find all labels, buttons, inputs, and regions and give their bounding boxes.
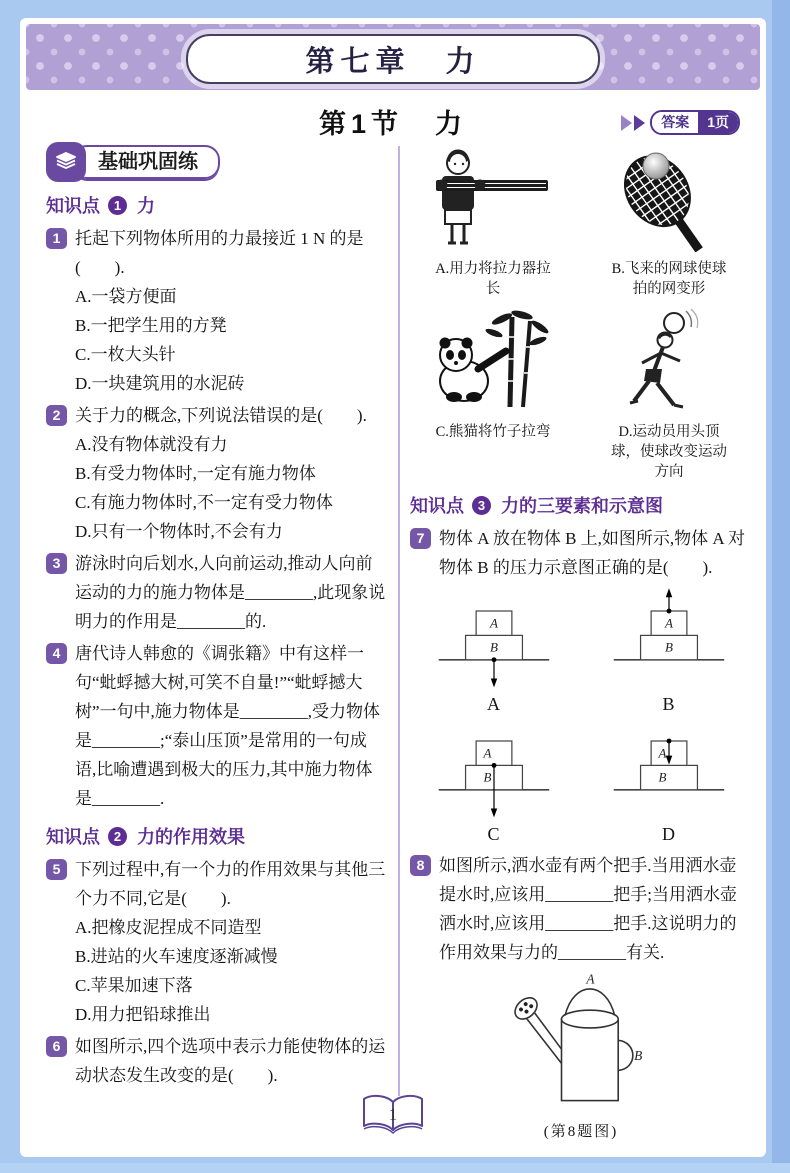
kp-prefix: 知识点 xyxy=(46,827,100,847)
option-a: A.没有物体就没有力 xyxy=(75,435,228,454)
question-text: 物体 A 放在物体 B 上,如图所示,物体 A 对物体 B 的压力示意图正确的是( ). xyxy=(439,529,746,577)
outer-frame-right xyxy=(772,0,790,1173)
option-d: D.一块建筑用的水泥砖 xyxy=(75,374,245,393)
block-label: A xyxy=(483,745,491,761)
header-player-figure xyxy=(594,307,744,415)
option-c: C.有施力物体时,不一定有受力物体 xyxy=(75,493,333,512)
block-label: A xyxy=(489,615,498,631)
kp-title: 力的作用效果 xyxy=(137,827,245,847)
block-label: B xyxy=(483,769,491,785)
figure-caption: D.运动员用头顶球，使球改变运动方向 xyxy=(611,424,727,480)
question-number-badge: 4 xyxy=(46,643,67,664)
chapter-banner xyxy=(26,24,760,90)
practice-badge-label: 基础巩固练 xyxy=(72,145,220,179)
block-label: A xyxy=(658,745,666,761)
question-7 xyxy=(410,524,752,582)
question-number-badge: 1 xyxy=(46,228,67,249)
diagram-option-label: D xyxy=(662,824,675,844)
q7-diagram-b xyxy=(585,585,752,715)
question-1 xyxy=(46,224,386,398)
knowledge-point-1 xyxy=(46,192,386,218)
question-text: 关于力的概念,下列说法错误的是( ). xyxy=(75,406,367,425)
diagram-option-label: C xyxy=(487,824,500,844)
question-number-badge: 6 xyxy=(46,1036,67,1057)
open-book-icon xyxy=(357,1092,429,1138)
outer-frame-bottom xyxy=(0,1163,790,1173)
diagram-option-label: A xyxy=(487,694,500,714)
chapter-title-box xyxy=(186,34,600,84)
question-number-badge: 7 xyxy=(410,528,431,549)
chevron-right-icon xyxy=(621,115,632,131)
q7-diagram-a xyxy=(410,585,577,715)
q8-figure xyxy=(410,973,752,1141)
block-label: A xyxy=(664,615,673,631)
option-b: B.一把学生用的方凳 xyxy=(75,316,227,335)
kp-number-badge: 1 xyxy=(108,196,127,215)
option-c: C.一枚大头针 xyxy=(75,345,176,364)
option-b: B.进站的火车速度逐渐减慢 xyxy=(75,947,278,966)
diagram-option-label: B xyxy=(662,694,675,714)
knowledge-point-2 xyxy=(46,823,386,849)
force-diagram-b xyxy=(604,585,734,689)
q6-figure-grid xyxy=(410,144,752,482)
kp-number-badge: 2 xyxy=(108,827,127,846)
force-diagram-a xyxy=(429,585,559,689)
question-4 xyxy=(46,639,386,813)
option-b: B.有受力物体时,一定有施力物体 xyxy=(75,464,316,483)
panda-bamboo-figure xyxy=(418,307,568,415)
handle-b-label: B xyxy=(634,1047,643,1063)
force-diagram-c xyxy=(429,715,559,819)
kp-title: 力的三要素和示意图 xyxy=(501,496,663,516)
figure-caption: B.飞来的网球使球拍的网变形 xyxy=(611,261,727,297)
chevron-right-icon xyxy=(634,115,645,131)
q7-diagram-c xyxy=(410,715,577,845)
q6-option-a-cell xyxy=(410,144,576,299)
q6-option-b-cell xyxy=(586,144,752,299)
question-text: 游泳时向后划水,人向前运动,推动人向前运动的力的施力物体是________,此现象说明力的作用是________的. xyxy=(75,554,386,631)
section-title: 第1节 力 xyxy=(318,109,468,139)
question-text: 如图所示,四个选项中表示力能使物体的运动状态发生改变的是( ). xyxy=(75,1037,386,1085)
practice-badge xyxy=(46,142,386,182)
option-a: A.把橡皮泥捏成不同造型 xyxy=(75,918,262,937)
option-a: A.一袋方便面 xyxy=(75,287,177,306)
kp-prefix: 知识点 xyxy=(410,496,464,516)
option-d: D.只有一个物体时,不会有力 xyxy=(75,522,283,541)
kp-title: 力 xyxy=(137,196,155,216)
kp-number-badge: 3 xyxy=(472,496,491,515)
question-6 xyxy=(46,1032,386,1090)
chapter-title: 第七章 力 xyxy=(305,45,481,78)
q7-diagram-grid xyxy=(410,585,752,845)
option-c: C.苹果加速下落 xyxy=(75,976,193,995)
answer-badge xyxy=(621,110,740,135)
answer-page-number: 1页 xyxy=(698,112,738,133)
tennis-racket-figure xyxy=(594,144,744,252)
answer-pill xyxy=(650,110,740,135)
question-text: 下列过程中,有一个力的作用效果与其他三个力不同,它是( ). xyxy=(75,860,386,908)
left-column xyxy=(46,140,386,1093)
q6-option-d-cell xyxy=(586,307,752,482)
page-number: 1 xyxy=(388,1105,398,1124)
q7-diagram-d xyxy=(585,715,752,845)
question-8 xyxy=(410,851,752,967)
kp-prefix: 知识点 xyxy=(46,196,100,216)
q6-option-c-cell xyxy=(410,307,576,482)
force-diagram-d xyxy=(604,715,734,819)
question-text: 唐代诗人韩愈的《调张籍》中有这样一句“蚍蜉撼大树,可笑不自量!”“蚍蜉撼大树”一句中,施力物体是________,受力物体是________;“泰山压顶”是常用的一句成语,比喻遭遇到极大的压力,其中施力物体是________. xyxy=(75,644,381,808)
block-label: B xyxy=(489,639,498,655)
block-label: B xyxy=(658,769,666,785)
stacked-books-icon xyxy=(46,142,86,182)
figure-caption: A.用力将拉力器拉长 xyxy=(435,261,551,297)
column-divider xyxy=(398,146,400,1096)
knowledge-point-3 xyxy=(410,492,752,518)
question-5 xyxy=(46,855,386,1029)
question-number-badge: 3 xyxy=(46,553,67,574)
section-heading-row xyxy=(20,98,766,142)
workbook-page xyxy=(20,18,766,1157)
option-d: D.用力把铅球推出 xyxy=(75,1005,211,1024)
question-number-badge: 5 xyxy=(46,859,67,880)
handle-a-label: A xyxy=(586,973,595,987)
figure-caption: C.熊猫将竹子拉弯 xyxy=(435,424,551,440)
expander-man-figure xyxy=(418,144,568,252)
answer-label: 答案 xyxy=(652,112,698,133)
question-number-badge: 8 xyxy=(410,855,431,876)
question-number-badge: 2 xyxy=(46,405,67,426)
right-column xyxy=(410,140,752,1141)
figure-caption: (第8题图) xyxy=(543,1124,619,1140)
block-label: B xyxy=(664,639,673,655)
watering-can-figure xyxy=(481,973,681,1113)
question-text: 如图所示,洒水壶有两个把手.当用洒水壶提水时,应该用________把手;当用洒水壶洒水时,应该用________把手.这说明力的作用效果与力的________有关. xyxy=(439,856,737,962)
question-3 xyxy=(46,549,386,636)
page-number-book xyxy=(357,1092,429,1143)
question-2 xyxy=(46,401,386,546)
question-text: 托起下列物体所用的力最接近 1 N 的是( ). xyxy=(75,229,364,277)
